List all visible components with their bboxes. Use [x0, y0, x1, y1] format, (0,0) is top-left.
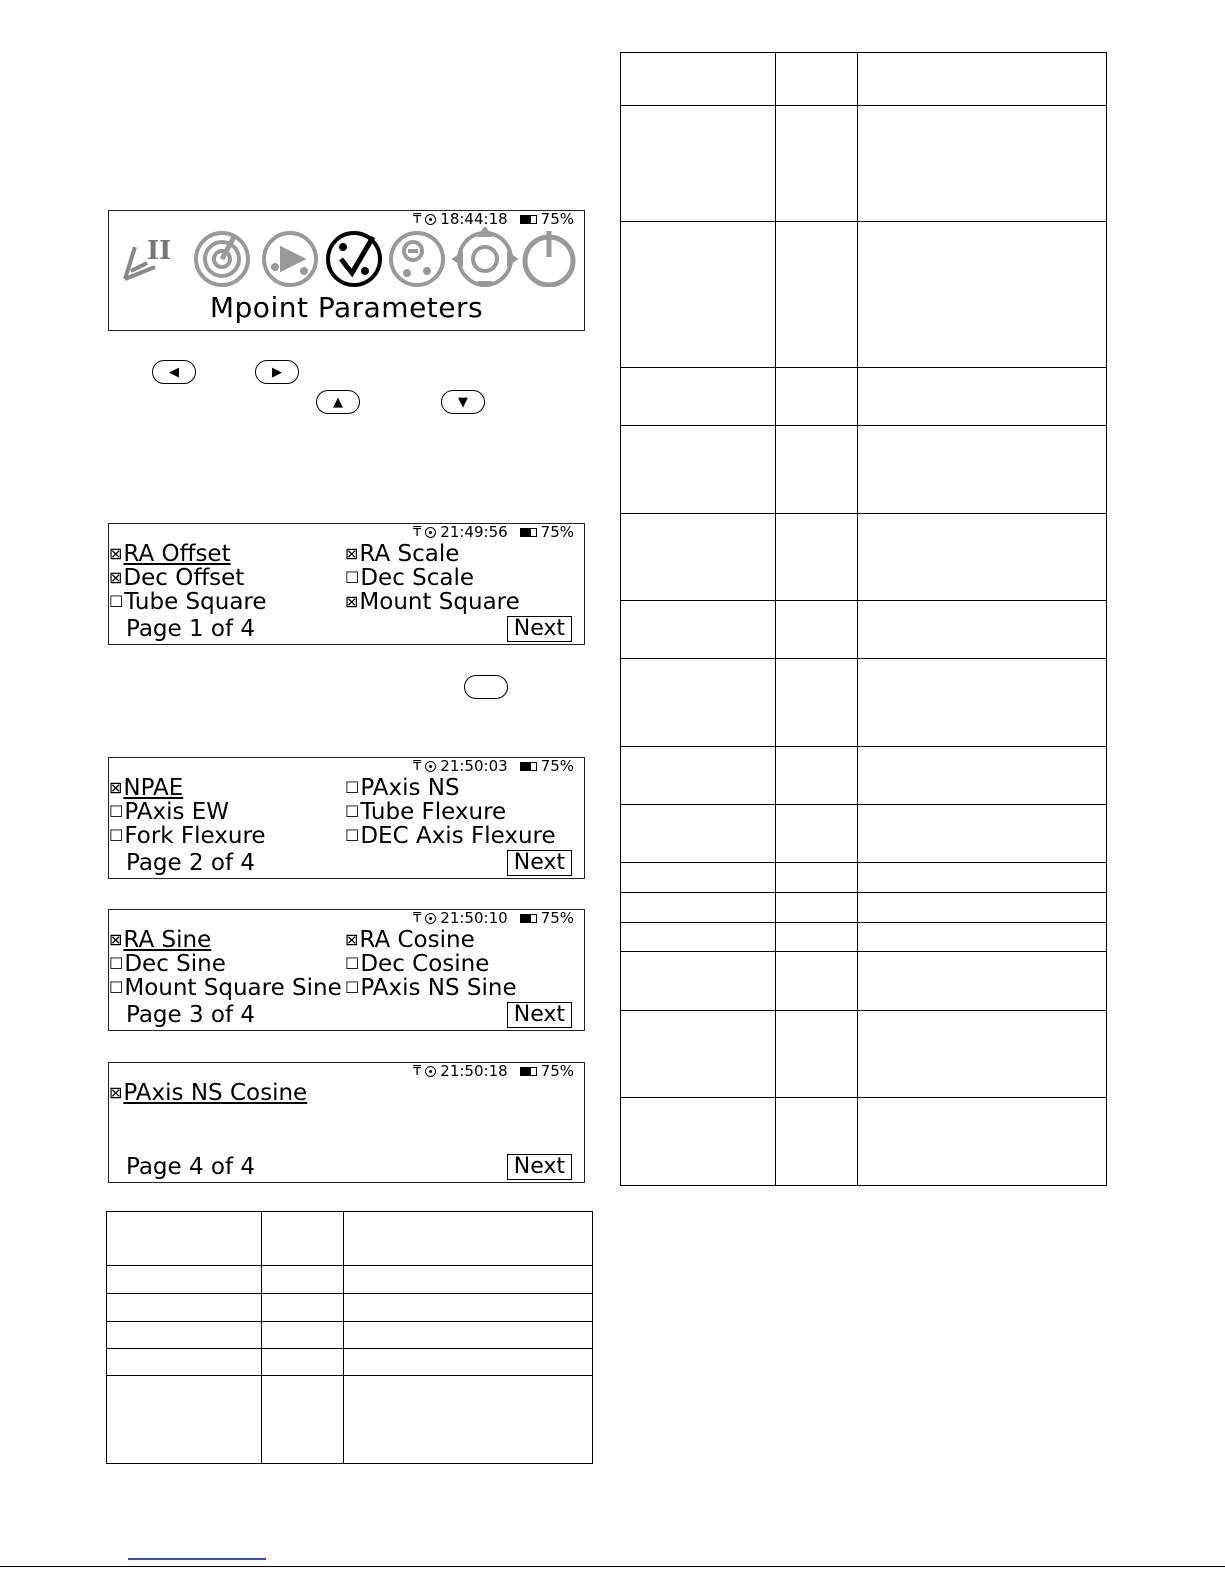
status-time: 21:50:18 — [440, 1062, 508, 1080]
next-button[interactable]: Next — [507, 850, 572, 876]
checkbox-checked-icon[interactable]: ⊠ — [109, 930, 123, 949]
gps-icon — [425, 214, 436, 225]
parameter-checkbox-item[interactable] — [345, 776, 460, 800]
status-bar — [413, 910, 574, 927]
parameter-screen-page-2 — [108, 757, 585, 879]
left-button[interactable]: ◀ — [152, 360, 196, 384]
parameter-checkbox-item[interactable] — [345, 824, 556, 848]
table-row — [621, 952, 1107, 1011]
table-row — [107, 1349, 593, 1376]
parameter-checkbox-item[interactable] — [109, 824, 266, 848]
signal-icon: ₸ — [413, 1064, 422, 1079]
parameter-checkbox-item[interactable] — [109, 776, 183, 800]
parameter-label: Dec Sine — [124, 951, 226, 977]
menu-icon-row — [117, 227, 577, 287]
parameter-checkbox-item[interactable] — [109, 952, 226, 976]
checkbox-unchecked-icon[interactable]: ☐ — [345, 826, 360, 845]
checkbox-unchecked-icon[interactable]: ☐ — [345, 978, 360, 997]
table-row — [107, 1266, 593, 1294]
signal-icon: ₸ — [413, 759, 422, 774]
parameter-label: PAxis NS — [360, 775, 460, 801]
focus-icon[interactable] — [455, 229, 515, 287]
parameter-label: Tube Flexure — [360, 799, 507, 825]
battery-icon — [520, 1067, 537, 1076]
table-row — [621, 601, 1107, 659]
checkbox-unchecked-icon[interactable]: ☐ — [345, 954, 360, 973]
page-indicator: Page 2 of 4 — [126, 850, 256, 876]
status-bar — [413, 758, 574, 775]
sync-star-icon[interactable] — [264, 233, 316, 285]
parameter-checkbox-item[interactable] — [109, 976, 342, 1000]
next-button[interactable]: Next — [507, 616, 572, 642]
status-time: 18:44:18 — [440, 210, 508, 228]
table-row — [621, 106, 1107, 222]
status-battery: 75% — [540, 523, 574, 541]
signal-icon: ₸ — [413, 911, 422, 926]
menu-title: Mpoint Parameters — [209, 291, 484, 324]
parameter-label: Dec Cosine — [360, 951, 490, 977]
polar-align-icon[interactable] — [125, 236, 171, 279]
checkbox-unchecked-icon[interactable]: ☐ — [345, 568, 360, 587]
parameter-checkbox-item[interactable] — [109, 1081, 307, 1105]
parameter-checkbox-item[interactable] — [345, 976, 517, 1000]
table-row — [107, 1376, 593, 1464]
parameter-checkbox-item[interactable] — [109, 928, 211, 952]
signal-icon: ₸ — [413, 525, 422, 540]
footer-rule — [0, 1566, 1225, 1567]
checkbox-checked-icon[interactable]: ⊠ — [109, 778, 123, 797]
checkbox-checked-icon[interactable]: ⊠ — [109, 1083, 123, 1102]
parameter-label: RA Cosine — [359, 927, 475, 953]
table-row — [621, 659, 1107, 747]
checkbox-checked-icon[interactable]: ⊠ — [109, 544, 123, 563]
table-row — [621, 923, 1107, 952]
parameter-label: RA Scale — [359, 541, 460, 567]
table-row — [621, 222, 1107, 368]
checkbox-checked-icon[interactable]: ⊠ — [345, 544, 359, 563]
status-time: 21:49:56 — [440, 523, 508, 541]
checkbox-checked-icon[interactable]: ⊠ — [109, 568, 123, 587]
checkbox-unchecked-icon[interactable]: ☐ — [109, 592, 124, 611]
parameter-label: PAxis EW — [124, 799, 230, 825]
battery-icon — [520, 528, 537, 537]
parameter-label: Fork Flexure — [124, 823, 266, 849]
parameter-label: Dec Scale — [360, 565, 475, 591]
next-button[interactable]: Next — [507, 1002, 572, 1028]
parameter-checkbox-item[interactable] — [345, 800, 506, 824]
parameter-checkbox-item[interactable] — [345, 590, 520, 614]
table-row — [621, 805, 1107, 863]
checkbox-unchecked-icon[interactable]: ☐ — [109, 978, 124, 997]
parameter-screen-page-3 — [108, 909, 585, 1031]
battery-icon — [520, 914, 537, 923]
enter-button[interactable] — [464, 675, 508, 699]
parameter-checkbox-item[interactable] — [109, 800, 229, 824]
parameter-label: DEC Axis Flexure — [360, 823, 556, 849]
next-button[interactable]: Next — [507, 1154, 572, 1180]
checkbox-unchecked-icon[interactable]: ☐ — [109, 826, 124, 845]
parameter-checkbox-item[interactable] — [109, 566, 244, 590]
left-table — [106, 1211, 593, 1464]
parameter-label: NPAE — [123, 775, 184, 801]
parameter-label: RA Sine — [123, 927, 212, 953]
timer-icon[interactable] — [525, 231, 573, 285]
checkbox-unchecked-icon[interactable]: ☐ — [109, 954, 124, 973]
parameter-checkbox-item[interactable] — [345, 542, 459, 566]
svg-text:II: II — [147, 236, 172, 266]
table-row — [621, 863, 1107, 893]
parameter-checkbox-item[interactable] — [345, 566, 474, 590]
signal-icon: ₸ — [413, 212, 422, 227]
parameter-checkbox-item[interactable] — [109, 542, 231, 566]
table-row — [107, 1294, 593, 1322]
status-battery: 75% — [540, 210, 574, 228]
parameter-label: PAxis NS Sine — [360, 975, 517, 1001]
parameter-label: Dec Offset — [123, 565, 245, 591]
table-row — [621, 53, 1107, 106]
page-indicator: Page 4 of 4 — [126, 1154, 256, 1180]
down-button[interactable]: ▼ — [441, 390, 485, 414]
gps-icon — [425, 527, 436, 538]
parameter-checkbox-item[interactable] — [345, 952, 489, 976]
gps-icon — [425, 761, 436, 772]
mpoint-check-icon[interactable] — [328, 233, 380, 285]
status-time: 21:50:10 — [440, 909, 508, 927]
battery-icon — [520, 215, 537, 224]
page-indicator: Page 3 of 4 — [126, 1002, 256, 1028]
table-row — [621, 514, 1107, 601]
table-row — [621, 1011, 1107, 1098]
table-row — [621, 426, 1107, 514]
table-row — [621, 893, 1107, 923]
parameter-label: RA Offset — [123, 541, 231, 567]
checkbox-checked-icon[interactable]: ⊠ — [345, 930, 359, 949]
status-bar — [413, 524, 574, 541]
up-button[interactable]: ▲ — [316, 390, 360, 414]
parameter-screen-page-4 — [108, 1062, 585, 1183]
footer-link[interactable] — [128, 1558, 266, 1560]
page-indicator: Page 1 of 4 — [126, 616, 256, 642]
table-row — [621, 747, 1107, 805]
table-row — [621, 1098, 1107, 1186]
status-time: 21:50:03 — [440, 757, 508, 775]
parameter-checkbox-item[interactable] — [345, 928, 475, 952]
menu-screen — [108, 210, 585, 331]
table-row — [621, 368, 1107, 426]
gps-icon — [425, 1066, 436, 1077]
checkbox-unchecked-icon[interactable]: ☐ — [109, 802, 124, 821]
status-bar — [413, 1063, 574, 1080]
stars-minus-icon[interactable] — [391, 233, 443, 285]
status-battery: 75% — [540, 757, 574, 775]
parameter-label: Mount Square — [359, 589, 520, 615]
parameter-label: PAxis NS Cosine — [123, 1080, 308, 1106]
checkbox-unchecked-icon[interactable]: ☐ — [345, 778, 360, 797]
right-button[interactable]: ▶ — [255, 360, 299, 384]
table-row — [107, 1322, 593, 1349]
checkbox-unchecked-icon[interactable]: ☐ — [345, 802, 360, 821]
status-battery: 75% — [540, 1062, 574, 1080]
parameter-screen-page-1 — [108, 523, 585, 645]
right-table — [620, 52, 1107, 1186]
parameter-label: Mount Square Sine — [124, 975, 342, 1001]
status-bar — [413, 211, 574, 228]
parameter-checkbox-item[interactable] — [109, 590, 267, 614]
status-battery: 75% — [540, 909, 574, 927]
battery-icon — [520, 762, 537, 771]
parameter-label: Tube Square — [124, 589, 267, 615]
gps-icon — [425, 913, 436, 924]
table-row — [107, 1212, 593, 1266]
target-icon[interactable] — [196, 233, 248, 285]
checkbox-checked-icon[interactable]: ⊠ — [345, 592, 359, 611]
